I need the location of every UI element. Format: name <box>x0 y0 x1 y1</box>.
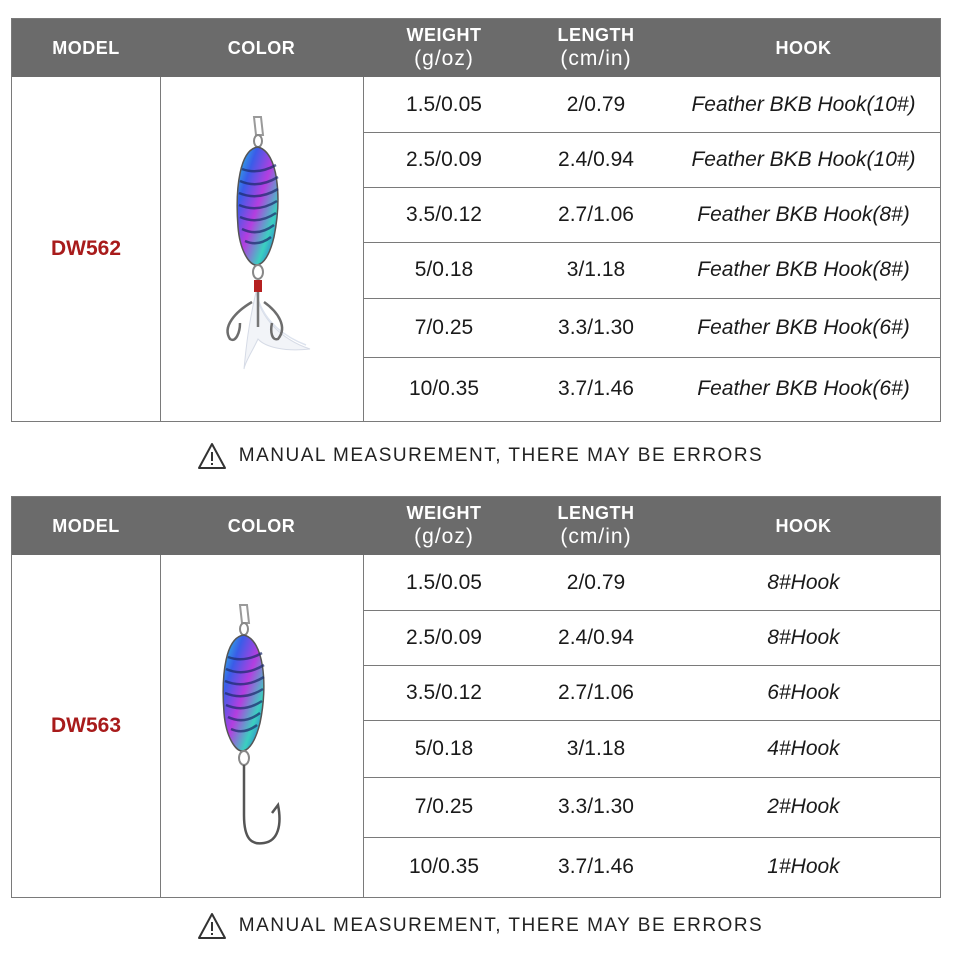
length-value: 3/1.18 <box>566 736 626 760</box>
weight-value: 3.5/0.12 <box>406 202 482 226</box>
weight-value: 5/0.18 <box>414 258 474 281</box>
header-color: COLOR <box>227 37 296 58</box>
header-weight: WEIGHT (g/oz) <box>406 503 482 548</box>
warning-icon <box>197 442 227 470</box>
header-length: LENGTH (cm/in) <box>557 25 635 70</box>
header-color: COLOR <box>227 515 296 536</box>
hook-value: Feather BKB Hook(8#) <box>697 202 910 226</box>
spoon-lure-feather-treble-hook-icon <box>160 77 363 423</box>
header-length: LENGTH (cm/in) <box>557 503 635 548</box>
hook-value: 2#Hook <box>767 795 840 818</box>
weight-value: 5/0.18 <box>414 736 474 760</box>
spec-table-dw563 <box>11 496 941 898</box>
table-row <box>363 242 940 299</box>
header-model: MODEL <box>52 515 120 536</box>
note-text: MANUAL MEASUREMENT, THERE MAY BE ERRORS <box>238 915 764 936</box>
hook-value: 8#Hook <box>767 570 840 594</box>
hook-value: 4#Hook <box>767 736 840 760</box>
table-header <box>12 497 940 555</box>
weight-value: 1.5/0.05 <box>406 92 482 116</box>
color-cell <box>160 77 364 421</box>
hook-value: Feather BKB Hook(10#) <box>691 92 916 116</box>
model-cell <box>12 77 161 421</box>
color-cell <box>160 555 364 897</box>
hook-value: 8#Hook <box>767 625 840 649</box>
length-value: 2.7/1.06 <box>558 680 634 704</box>
table-row <box>363 555 940 611</box>
weight-value: 10/0.35 <box>408 377 480 400</box>
table-row <box>363 720 940 778</box>
length-value: 2.4/0.94 <box>558 625 634 649</box>
hook-value: Feather BKB Hook(6#) <box>697 377 910 400</box>
hook-value: Feather BKB Hook(10#) <box>691 147 916 171</box>
table-row <box>363 777 940 838</box>
size-rows <box>363 555 940 897</box>
weight-value: 2.5/0.09 <box>406 147 482 171</box>
length-value: 3.3/1.30 <box>558 795 634 818</box>
hook-value: 1#Hook <box>767 855 840 878</box>
model-name: DW562 <box>50 237 122 260</box>
table-row <box>363 298 940 358</box>
table-row <box>363 665 940 721</box>
weight-value: 3.5/0.12 <box>406 680 482 704</box>
measurement-note <box>0 440 960 472</box>
length-value: 3.7/1.46 <box>558 855 634 878</box>
table-row <box>363 77 940 133</box>
hook-value: 6#Hook <box>767 680 840 704</box>
header-hook: HOOK <box>775 515 832 536</box>
length-value: 3.7/1.46 <box>558 377 634 400</box>
length-value: 2/0.79 <box>566 92 626 116</box>
table-row <box>363 837 940 897</box>
length-value: 2.7/1.06 <box>558 202 634 226</box>
model-name: DW563 <box>50 714 122 737</box>
table-header <box>12 19 940 77</box>
table-row <box>363 357 940 421</box>
length-value: 3/1.18 <box>566 258 626 281</box>
length-value: 3.3/1.30 <box>558 315 634 339</box>
header-model: MODEL <box>52 37 120 58</box>
spec-table-dw562 <box>11 18 941 422</box>
header-hook: HOOK <box>775 37 832 58</box>
size-rows <box>363 77 940 421</box>
header-weight: WEIGHT (g/oz) <box>406 25 482 70</box>
hook-value: Feather BKB Hook(8#) <box>697 258 910 281</box>
table-row <box>363 187 940 243</box>
weight-value: 7/0.25 <box>414 315 474 339</box>
spoon-lure-single-hook-icon <box>160 555 363 897</box>
length-value: 2/0.79 <box>566 570 626 594</box>
weight-value: 7/0.25 <box>414 795 474 818</box>
note-text: MANUAL MEASUREMENT, THERE MAY BE ERRORS <box>238 445 764 466</box>
model-cell <box>12 555 161 897</box>
weight-value: 10/0.35 <box>408 855 480 878</box>
table-row <box>363 610 940 666</box>
length-value: 2.4/0.94 <box>558 147 634 171</box>
measurement-note <box>0 910 960 942</box>
table-row <box>363 132 940 188</box>
weight-value: 1.5/0.05 <box>406 570 482 594</box>
warning-icon <box>197 912 227 940</box>
weight-value: 2.5/0.09 <box>406 625 482 649</box>
hook-value: Feather BKB Hook(6#) <box>697 315 910 339</box>
